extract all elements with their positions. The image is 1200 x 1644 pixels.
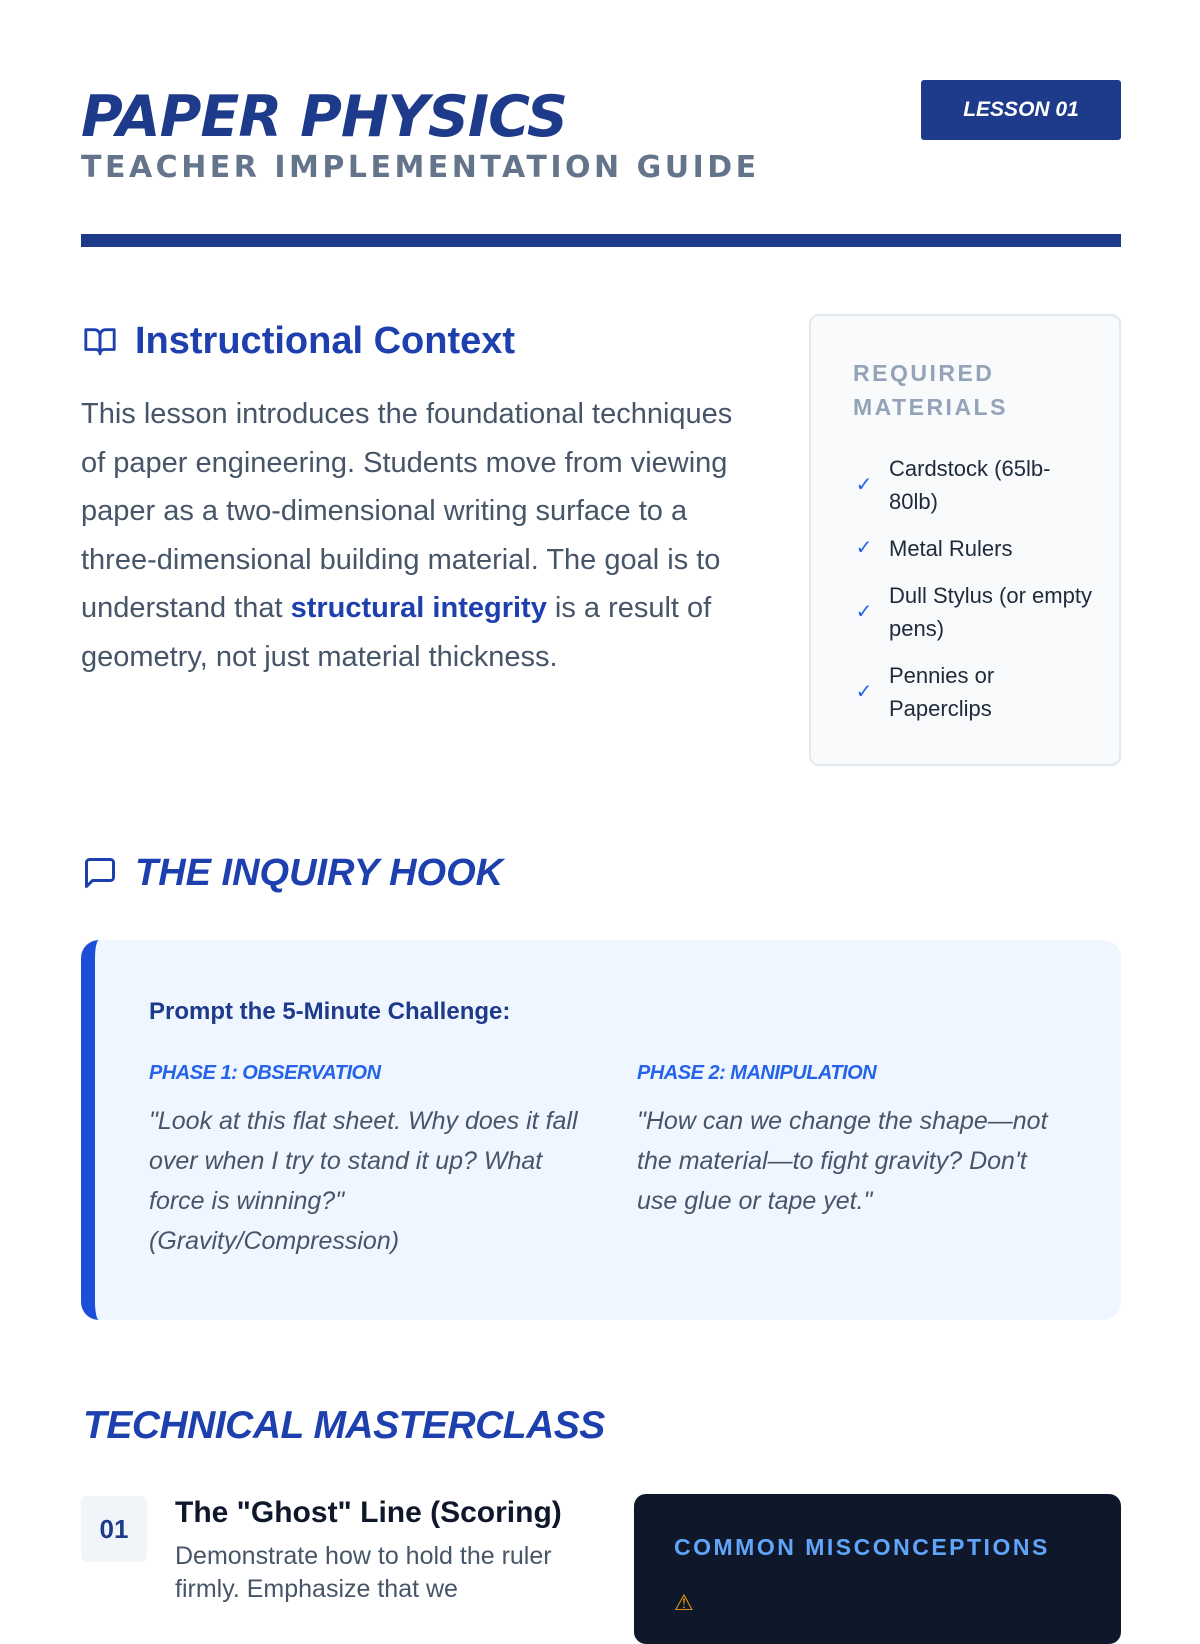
check-icon: ✓ bbox=[855, 537, 873, 559]
phase-quote: "How can we change the shape—not the material—to fight gravity? Don't use glue or tape yet." bbox=[637, 1107, 1048, 1215]
phase-quote: "Look at this flat sheet. Why does it fall over when I try to stand it up? What force is winning?" (Gravity/Compression) bbox=[149, 1107, 578, 1255]
inquiry-hook-callout bbox=[81, 940, 1121, 1320]
book-open-icon bbox=[81, 324, 119, 358]
misconceptions-title: COMMON MISCONCEPTIONS bbox=[674, 1534, 1050, 1560]
phase-manipulation bbox=[637, 1062, 1067, 1261]
material-label: Cardstock (65lb-80lb) bbox=[889, 456, 1051, 514]
instructional-context-section bbox=[81, 316, 761, 681]
context-highlight: structural integrity bbox=[290, 592, 547, 624]
phase-observation bbox=[149, 1062, 579, 1261]
step-title: The "Ghost" Line (Scoring) bbox=[175, 1496, 562, 1529]
page-header bbox=[81, 80, 1121, 250]
masterclass-title: TECHNICAL MASTERCLASS bbox=[83, 1404, 605, 1447]
check-icon: ✓ bbox=[855, 473, 873, 496]
page-subtitle: TEACHER IMPLEMENTATION GUIDE bbox=[81, 150, 760, 185]
hook-title: THE INQUIRY HOOK bbox=[135, 851, 504, 894]
context-heading bbox=[81, 316, 761, 366]
step-content bbox=[175, 1496, 615, 1606]
step-text: Demonstrate how to hold the ruler firmly. Emphasize that we bbox=[175, 1542, 552, 1603]
phases-row bbox=[149, 1062, 1071, 1261]
context-text-part2: is a result of geometry, not just material thickness. bbox=[81, 592, 712, 673]
context-paragraph bbox=[81, 390, 761, 681]
material-label: Metal Rulers bbox=[889, 536, 1013, 561]
header-divider bbox=[81, 234, 1121, 247]
list-item bbox=[853, 532, 1095, 565]
list-item bbox=[853, 579, 1095, 645]
hook-prompt: Prompt the 5-Minute Challenge: bbox=[149, 998, 511, 1025]
check-icon: ✓ bbox=[855, 600, 873, 623]
check-icon: ✓ bbox=[855, 680, 873, 703]
context-text-part1: This lesson introduces the foundational techniques of paper engineering. Students move from viewing paper as a two-dimensional writing surface to a three-dimensional building material. The goal is to understand that bbox=[81, 398, 733, 624]
list-item bbox=[853, 452, 1095, 518]
phase-label: PHASE 2: MANIPULATION bbox=[637, 1062, 877, 1084]
message-square-icon bbox=[81, 855, 119, 891]
lesson-badge: LESSON 01 bbox=[921, 80, 1121, 140]
materials-title: REQUIRED MATERIALS bbox=[853, 360, 1008, 420]
misconceptions-panel bbox=[634, 1494, 1121, 1644]
warning-icon: ⚠ bbox=[674, 1590, 694, 1615]
material-label: Dull Stylus (or empty pens) bbox=[889, 583, 1092, 641]
step-number: 01 bbox=[81, 1496, 147, 1562]
materials-card bbox=[809, 314, 1121, 766]
materials-list bbox=[853, 452, 1095, 725]
page-title: PAPER PHYSICS bbox=[81, 84, 567, 150]
material-label: Pennies or Paperclips bbox=[889, 663, 995, 721]
list-item bbox=[853, 659, 1095, 725]
context-title: Instructional Context bbox=[135, 319, 516, 362]
phase-label: PHASE 1: OBSERVATION bbox=[149, 1062, 381, 1084]
inquiry-hook-heading bbox=[81, 848, 503, 898]
